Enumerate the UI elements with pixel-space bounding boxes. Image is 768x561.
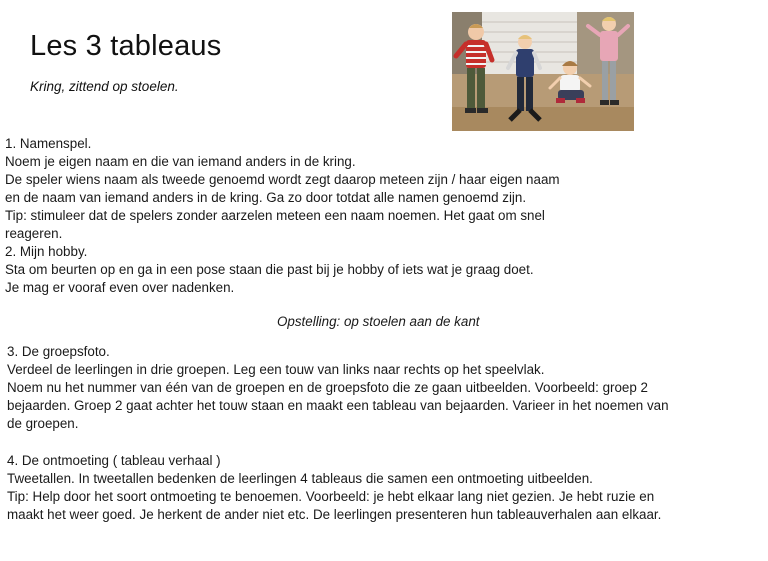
children-photo bbox=[452, 12, 634, 131]
text-line: Sta om beurten op en ga in een pose staan die past bij je hobby of iets wat je graag doet. bbox=[5, 262, 534, 277]
text-line: en de naam van iemand anders in de kring. Ga zo door totdat alle namen genoemd zijn. bbox=[5, 190, 527, 205]
exercise-block-3 bbox=[7, 343, 669, 433]
text-line: 1. Namenspel. bbox=[5, 136, 92, 151]
exercise-block-4 bbox=[7, 452, 661, 524]
text-line: Tweetallen. In tweetallen bedenken de leerlingen 4 tableaus die samen een ontmoeting uitbeelden. bbox=[7, 471, 593, 486]
text-line: 3. De groepsfoto. bbox=[7, 344, 110, 359]
text-line: Noem je eigen naam en die van iemand anders in de kring. bbox=[5, 154, 356, 169]
text-line: Noem nu het nummer van één van de groepen en de groepsfoto die ze gaan uitbeelden. Voorbeeld: groep 2 bbox=[7, 380, 648, 395]
slide-subtitle: Kring, zittend op stoelen. bbox=[30, 79, 179, 94]
text-line: reageren. bbox=[5, 226, 63, 241]
children-photo-illustration bbox=[452, 12, 634, 131]
setup-caption: Opstelling: op stoelen aan de kant bbox=[277, 314, 480, 329]
text-line: De speler wiens naam als tweede genoemd wordt zegt daarop meteen zijn / haar eigen naam bbox=[5, 172, 560, 187]
text-line: Je mag er vooraf even over nadenken. bbox=[5, 280, 235, 295]
text-line: maakt het weer goed. Je herkent de ander niet etc. De leerlingen presenteren hun tableauverhalen aan elkaar. bbox=[7, 507, 662, 522]
text-line: Tip: stimuleer dat de spelers zonder aarzelen meteen een naam noemen. Het gaat om snel bbox=[5, 208, 545, 223]
text-line: Tip: Help door het soort ontmoeting te benoemen. Voorbeeld: je hebt elkaar lang niet gezien. Je hebt ruzie en bbox=[7, 489, 655, 504]
exercise-block-1-2 bbox=[5, 135, 560, 297]
slide-title: Les 3 tableaus bbox=[30, 30, 222, 62]
text-line: 4. De ontmoeting ( tableau verhaal ) bbox=[7, 453, 221, 468]
text-line: 2. Mijn hobby. bbox=[5, 244, 88, 259]
text-line: Verdeel de leerlingen in drie groepen. Leg een touw van links naar rechts op het speelvlak. bbox=[7, 362, 545, 377]
text-line: de groepen. bbox=[7, 416, 79, 431]
text-line: bejaarden. Groep 2 gaat achter het touw staan en maakt een tableau van bejaarden. Varieer in het noemen van bbox=[7, 398, 669, 413]
